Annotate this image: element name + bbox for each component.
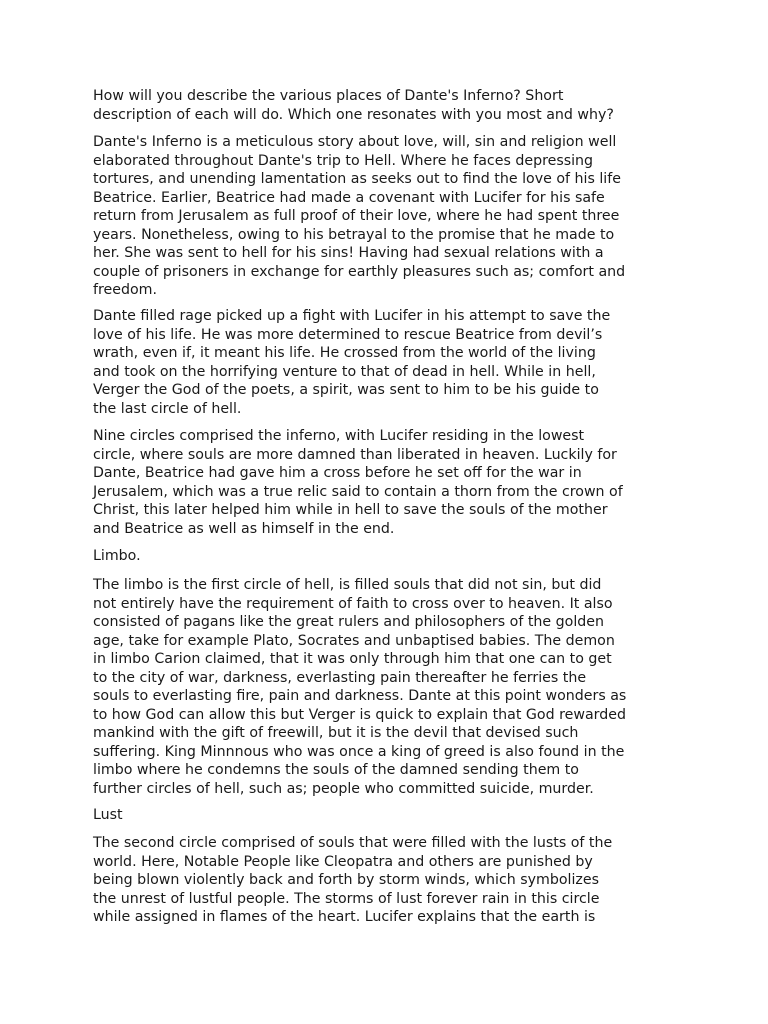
question-text: How will you describe the various places of Dante's Inferno? Short description of each will do. Which one resonates with you most and why? [93,88,614,123]
paragraph-intro: Dante's Inferno is a meticulous story about love, will, sin and religion well elaborated throughout Dante's trip to Hell. Where he faces depressing tortures, and unending lamentation as seeks out to find the love of his life Beatrice. Earlier, Beatrice had made a covenant with Lucifer for his safe return from Jerusalem as full proof of their love, where he had spent three years. Nonetheless, owing to his betrayal to the promise that he made to her. She was sent to hell for his sins! Having had sexual relations with a couple of prisoners in exchange for earthly pleasures such as; comfort and freedom. [93,134,626,298]
paragraph-lust: The second circle comprised of souls that were filled with the lusts of the world. Here, Notable People like Cleopatra and others are punished by being blown violently back and forth by storm winds, which symbolizes the unrest of lustful people. The storms of lust forever rain in this circle while assigned in flames of the heart. Lucifer explains that the earth is [93,835,613,925]
heading-limbo: Limbo. [93,548,141,564]
paragraph-nine-circles: Nine circles comprised the inferno, with Lucifer residing in the lowest circle, where souls are more damned than liberated in heaven. Luckily for Dante, Beatrice had gave him a cross before he set off for the war in Jerusalem, which was a true relic said to contain a thorn from the crown of Christ, this later helped him while in hell to save the souls of the mother and Beatrice as well as himself in the end. [93,428,623,537]
paragraph-limbo: The limbo is the first circle of hell, is filled souls that did not sin, but did not entirely have the requirement of faith to cross over to heaven. It also consisted of pagans like the great rulers and philosophers of the golden age, take for example Plato, Socrates and unbaptised babies. The demon in limbo Carion claimed, that it was only through him that one can to get to the city of war, darkness, everlasting pain thereafter he ferries the souls to everlasting fire, pain and darkness. Dante at this point wonders as to how God can allow this but Verger is quick to explain that God rewarded mankind with the gift of freewill, but it is the devil that devised such suffering. King Minnnous who was once a king of greed is also found in the limbo where he condemns the souls of the damned sending them to further circles of hell, such as; people who committed suicide, murder. [93,577,627,797]
paragraph-dante-rage: Dante filled rage picked up a fight with Lucifer in his attempt to save the love of his life. He was more determined to rescue Beatrice from devil’s wrath, even if, it meant his life. He crossed from the world of the living and took on the horrifying venture to that of dead in hell. While in hell, Verger the God of the poets, a spirit, was sent to him to be his guide to the last circle of hell. [93,308,611,417]
heading-lust: Lust [93,807,123,823]
